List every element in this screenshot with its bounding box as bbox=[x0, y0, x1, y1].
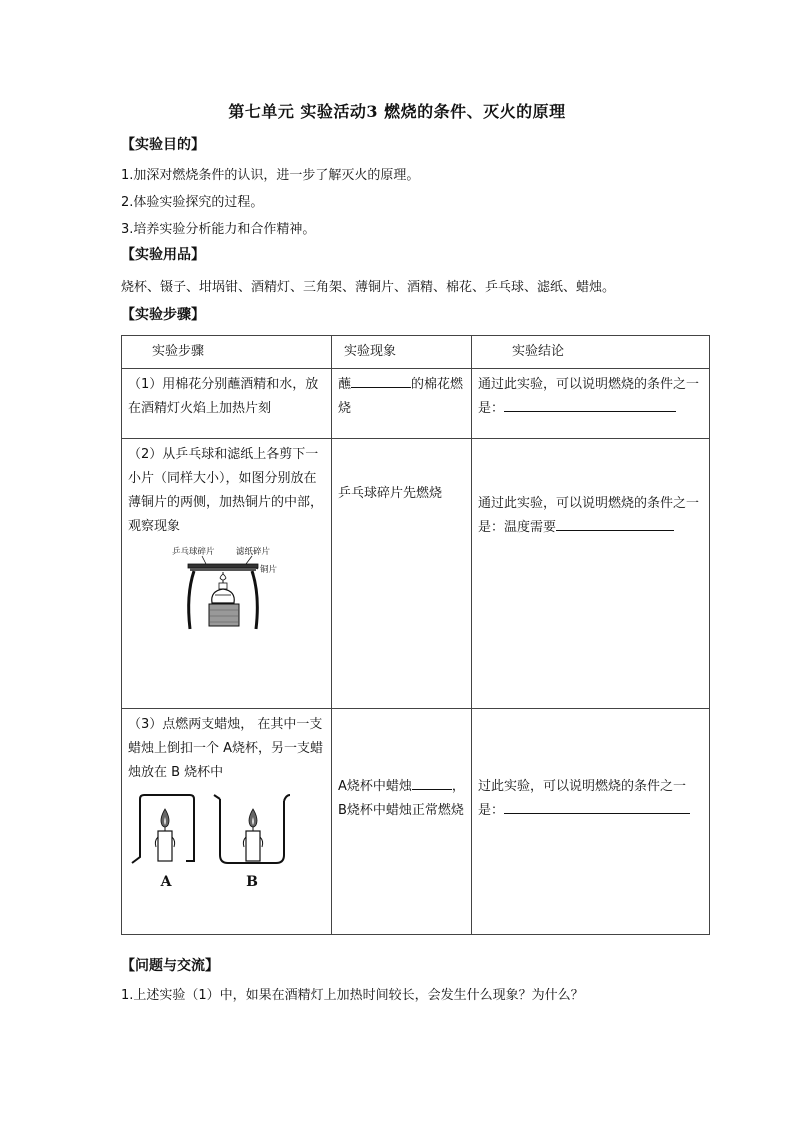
row2-conclusion bbox=[472, 439, 710, 709]
row1-phenomenon-pre: 蘸 bbox=[338, 377, 352, 392]
row2-step bbox=[122, 439, 332, 709]
row3-conclusion bbox=[472, 709, 710, 935]
copper-plate-figure bbox=[128, 545, 325, 646]
row1-conclusion-blank[interactable] bbox=[504, 397, 676, 412]
table-header-row bbox=[122, 336, 710, 369]
purpose-item-3: 3.培养实验分析能力和合作精神。 bbox=[121, 222, 316, 237]
section-discussion-heading: 【问题与交流】 bbox=[121, 958, 219, 974]
candle-beakers-diagram bbox=[128, 793, 318, 893]
materials-list: 烧杯、镊子、坩埚钳、酒精灯、三角架、薄铜片、酒精、棉花、乒乓球、滤纸、蜡烛。 bbox=[121, 280, 616, 295]
row1-conclusion bbox=[472, 369, 710, 439]
section-materials-heading: 【实验用品】 bbox=[121, 247, 205, 263]
section-purpose-heading: 【实验目的】 bbox=[121, 137, 205, 153]
row3-step bbox=[122, 709, 332, 935]
row1-phenomenon-post: 的棉花燃烧 bbox=[338, 377, 464, 416]
candle-beaker-figure bbox=[128, 793, 325, 902]
table-row bbox=[122, 369, 710, 439]
figure-label-filter-paper: 滤纸碎片 bbox=[236, 547, 271, 557]
row1-conclusion-text: 通过此实验，可以说明燃烧的条件之一是： bbox=[478, 377, 700, 416]
beaker-label-a: A bbox=[160, 874, 172, 890]
row1-phenomenon-blank[interactable] bbox=[351, 373, 411, 388]
row3-step-text: （3）点燃两支蜡烛， 在其中一支蜡烛上倒扣一个 A烧杯，另一支蜡烛放在 B 烧杯中 bbox=[128, 717, 324, 780]
discussion-item-1: 1.上述实验（1）中，如果在酒精灯上加热时间较长，会发生什么现象？为什么？ bbox=[121, 988, 584, 1003]
figure-label-copper: 铜片 bbox=[260, 565, 278, 575]
table-row bbox=[122, 439, 710, 709]
row1-phenomenon bbox=[332, 369, 472, 439]
row3-phenomenon-post: ，B烧杯中蜡烛正常燃烧 bbox=[338, 779, 465, 818]
row3-phenomenon-pre: A烧杯中蜡烛 bbox=[338, 779, 412, 794]
row2-step-text: （2）从乒乓球和滤纸上各剪下一小片（同样大小），如图分别放在薄铜片的两侧，加热铜片的中部，观察现象 bbox=[128, 447, 324, 534]
row2-conclusion-blank[interactable] bbox=[556, 516, 674, 531]
header-conclusion: 实验结论 bbox=[472, 336, 710, 369]
row2-conclusion-text: 通过此实验，可以说明燃烧的条件之一是：温度需要 bbox=[478, 495, 700, 535]
header-phenomenon: 实验现象 bbox=[332, 336, 472, 369]
row1-step: （1）用棉花分别蘸酒精和水，放在酒精灯火焰上加热片刻 bbox=[122, 369, 332, 439]
beaker-label-b: B bbox=[246, 874, 258, 890]
row3-phenomenon bbox=[332, 709, 472, 935]
row2-phenomenon bbox=[332, 439, 472, 709]
page-title: 第七单元 实验活动3 燃烧的条件、灭火的原理 bbox=[228, 102, 566, 121]
figure-label-pingpong: 乒乓球碎片 bbox=[172, 547, 215, 557]
copper-plate-apparatus-diagram bbox=[128, 545, 318, 637]
row3-phenomenon-blank[interactable] bbox=[412, 775, 452, 790]
header-steps: 实验步骤 bbox=[122, 336, 332, 369]
row3-conclusion-blank[interactable] bbox=[504, 799, 690, 814]
row2-phenomenon-text: 乒乓球碎片先燃烧 bbox=[338, 485, 443, 501]
row3-conclusion-text: 过此实验，可以说明燃烧的条件之一是： bbox=[478, 779, 687, 818]
table-row bbox=[122, 709, 710, 935]
purpose-item-1: 1.加深对燃烧条件的认识，进一步了解灭火的原理。 bbox=[121, 168, 420, 183]
experiment-table bbox=[121, 335, 710, 935]
section-steps-heading: 【实验步骤】 bbox=[121, 307, 205, 323]
purpose-item-2: 2.体验实验探究的过程。 bbox=[121, 195, 264, 210]
